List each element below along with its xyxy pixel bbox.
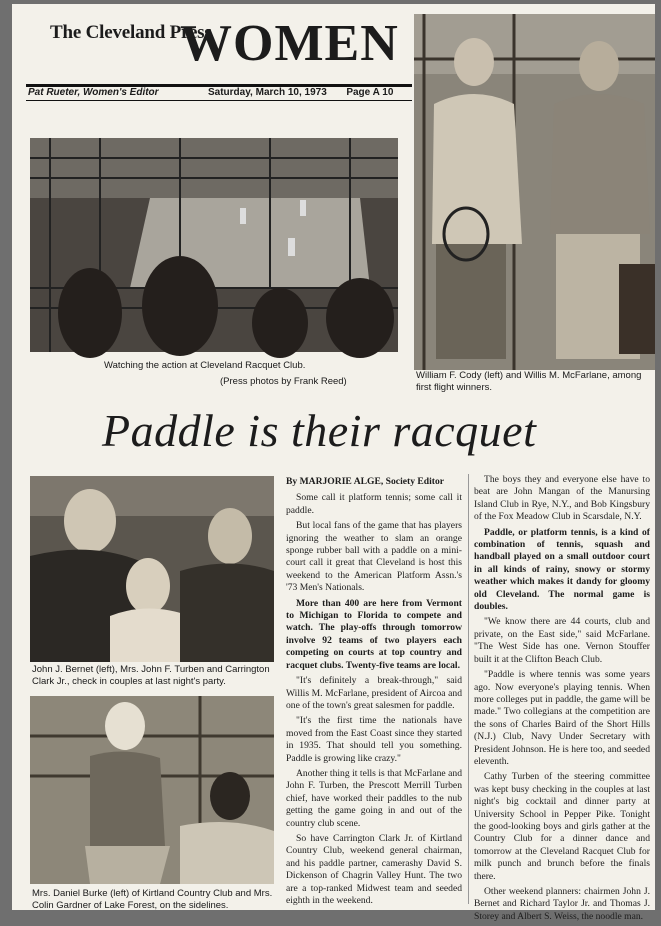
paragraph: Paddle, or platform tennis, is a kind of combination of tennis, squash and handball played on a small outdoor court in all kinds of rainy, snowy or stormy weather which makes it dandy for gloomy old Cleveland. The normal game is doubles.: [474, 526, 650, 613]
paragraph: Other weekend planners: chairmen John J. Bernet and Richard Taylor Jr. and Thomas J. Storey and Albert S. Weiss, the noodle man.: [474, 886, 650, 922]
party-photo: [30, 476, 274, 662]
paragraph: "It's the first time the nationals have moved from the East Coast since they started in 1935. That should tell you something. Paddle is growing like crazy.": [286, 715, 462, 764]
paragraph: Cathy Turben of the steering committee was kept busy checking in the couples at last night's big cocktail and dinner party at University School in Pepper Pike. Tonight the good-looking boys and girls gather at the Country Club for a dinner dance and tomorrow at the Cleveland Racquet Club for milk punch and brunch before the finals there.: [474, 771, 650, 882]
paper-name: The Cleveland Press: [50, 22, 212, 43]
byline: By MARJORIE ALGE, Society Editor: [286, 476, 445, 487]
article-column-2: [474, 474, 650, 926]
paragraph: Some call it platform tennis; some call it paddle.: [286, 492, 462, 516]
issue-date: [208, 87, 393, 98]
section-title: WOMEN: [180, 15, 399, 72]
editor-credit: Pat Rueter, Women's Editor: [28, 87, 159, 98]
masthead-rule-thin: [26, 100, 412, 101]
column-rule: [468, 474, 469, 904]
court-photo: [30, 138, 398, 352]
winners-photo: [414, 14, 655, 370]
paragraph: Another thing it tells is that McFarlane and John F. Turben, the Prescott Merrill Turben chief, have worked their paddles to the nub getting the game going in and out of the country club scene.: [286, 767, 462, 829]
paragraph: So have Carrington Clark Jr. of Kirtland Country Club, weekend general chairman, and his paddle partner, camerashy David S. Dickenson of Chagrin Valley Hunt. The two are a top-ranked Midwest team and seeded eighth in the weekend.: [286, 832, 462, 906]
headline: Paddle is their racquet: [102, 405, 537, 456]
court-caption: Watching the action at Cleveland Racquet Club.: [104, 360, 306, 371]
winners-caption: William F. Cody (left) and Willis M. McFarlane, among first flight winners.: [416, 370, 642, 394]
article-column-1: [286, 476, 462, 910]
photo-credit: (Press photos by Frank Reed): [220, 376, 347, 387]
paragraph: "We know there are 44 courts, club and private, on the East side," said McFarlane. "The West Side has one. Vernon Stouffer built it at the Clifton Beach Club.: [474, 616, 650, 665]
paragraph: More than 400 are here from Vermont to Michigan to Florida to compete and watch. The play-offs through tomorrow involve 92 teams of two players each competing on courts at top country and racquet clubs. Twenty-five teams are local.: [286, 597, 462, 671]
sidelines-caption: Mrs. Daniel Burke (left) of Kirtland Country Club and Mrs. Colin Gardner of Lake Forest, on the sidelines.: [32, 888, 273, 912]
paragraph: "It's definitely a break-through," said Willis M. McFarlane, president of Aircoa and one of the town's great salesmen for paddle.: [286, 675, 462, 711]
date-text: Saturday, March 10, 1973: [208, 87, 327, 98]
newspaper-page: [12, 4, 655, 922]
sidelines-photo: [30, 696, 274, 884]
paragraph: "Paddle is where tennis was some years ago. Now everyone's playing tennis. When more colleges put in paddle, the game will be made." Two collegians at the competition are the sons of Charles Baird of the Short Hills (N.J.) Club, Navy Under Secretary with President Johnson. He is here too, and seeded eleventh.: [474, 669, 650, 767]
paragraph: The boys they and everyone else have to beat are John Mangan of the Manursing Island Club in Rye, N.Y., and Bob Kingsbury of the Fox Meadow Club in Scarsdale, N.Y.: [474, 474, 650, 523]
paragraph: But local fans of the game that has players ignoring the weather to slam an orange sponge rubber ball with a paddle on a mini-court call it great that Cleveland is host this weekend to the American Platform Assn.'s '73 Men's Nationals.: [286, 520, 462, 594]
page-number: Page A 10: [346, 87, 394, 98]
party-caption: John J. Bernet (left), Mrs. John F. Turben and Carrington Clark Jr., check in couples at last night's party.: [32, 664, 270, 688]
